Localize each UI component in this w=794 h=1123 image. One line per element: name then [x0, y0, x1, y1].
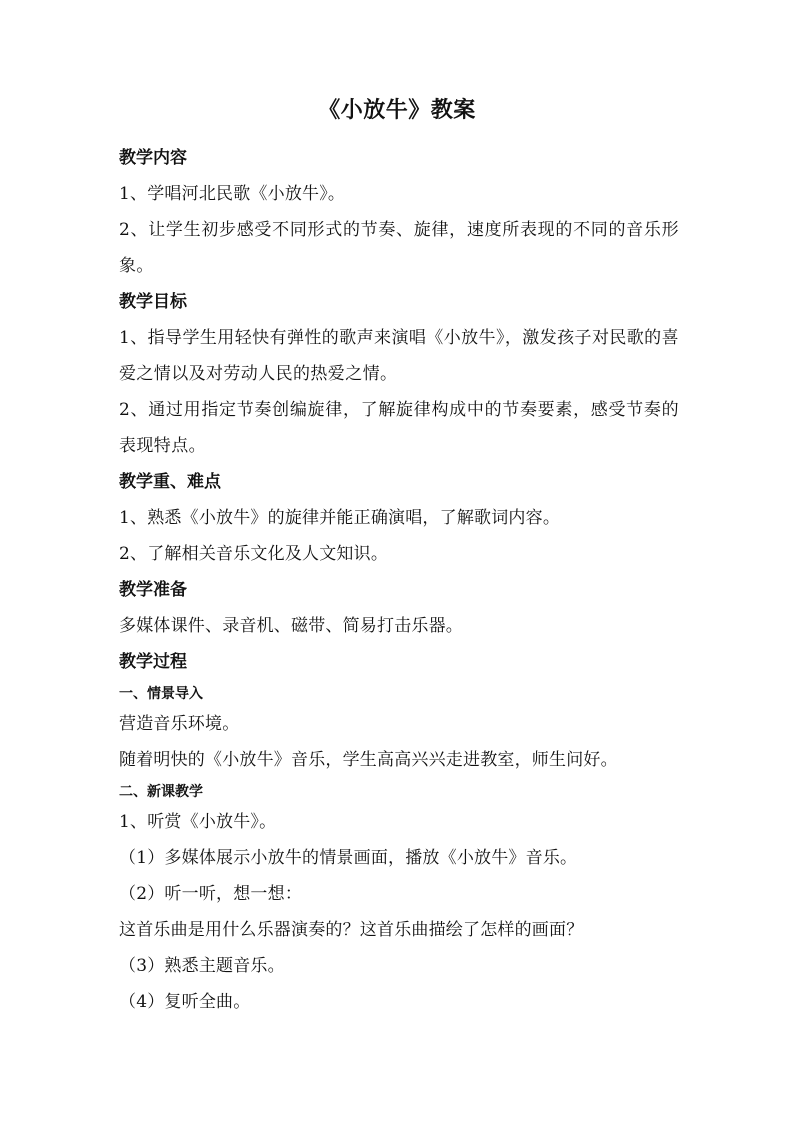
part2-line-1: 1、听赏《小放牛》。	[119, 812, 277, 832]
content-item-2: 2、让学生初步感受不同形式的节奏、旋律，速度所表现的不同的音乐形象。	[119, 220, 679, 276]
content-item-1: 1、学唱河北民歌《小放牛》。	[119, 184, 346, 204]
keypoints-item-2: 2、了解相关音乐文化及人文知识。	[119, 544, 389, 564]
heading-keypoints: 教学重、难点	[119, 472, 221, 492]
part2-line-3: （2）听一听，想一想：	[119, 884, 303, 904]
part2-line-2: （1）多媒体展示小放牛的情景画面，播放《小放牛》音乐。	[119, 848, 578, 868]
part2-line-4: 这首乐曲是用什么乐器演奏的？这首乐曲描绘了怎样的画面？	[119, 920, 584, 940]
heading-content: 教学内容	[119, 148, 187, 168]
goals-item-1: 1、指导学生用轻快有弹性的歌声来演唱《小放牛》，激发孩子对民歌的喜爱之情以及对劳动人民的热爱之情。	[119, 328, 679, 384]
heading-process: 教学过程	[119, 652, 187, 672]
goals-item-2: 2、通过用指定节奏创编旋律，了解旋律构成中的节奏要素，感受节奏的表现特点。	[119, 400, 679, 456]
part1-line-2: 随着明快的《小放牛》音乐，学生高高兴兴走进教室，师生问好。	[119, 750, 618, 770]
preparation-text: 多媒体课件、录音机、磁带、简易打击乐器。	[119, 616, 463, 636]
part2-line-5: （3）熟悉主题音乐。	[119, 956, 285, 976]
part2-line-6: （4）复听全曲。	[119, 992, 251, 1012]
keypoints-item-1: 1、熟悉《小放牛》的旋律并能正确演唱，了解歌词内容。	[119, 508, 561, 528]
part1-line-1: 营造音乐环境。	[119, 714, 240, 734]
document-body	[119, 140, 679, 1020]
subheading-part2: 二、新课教学	[119, 784, 203, 800]
heading-goals: 教学目标	[119, 292, 187, 312]
subheading-part1: 一、情景导入	[119, 686, 203, 702]
heading-preparation: 教学准备	[119, 580, 187, 600]
document-title: 《小放牛》教案	[318, 98, 476, 123]
